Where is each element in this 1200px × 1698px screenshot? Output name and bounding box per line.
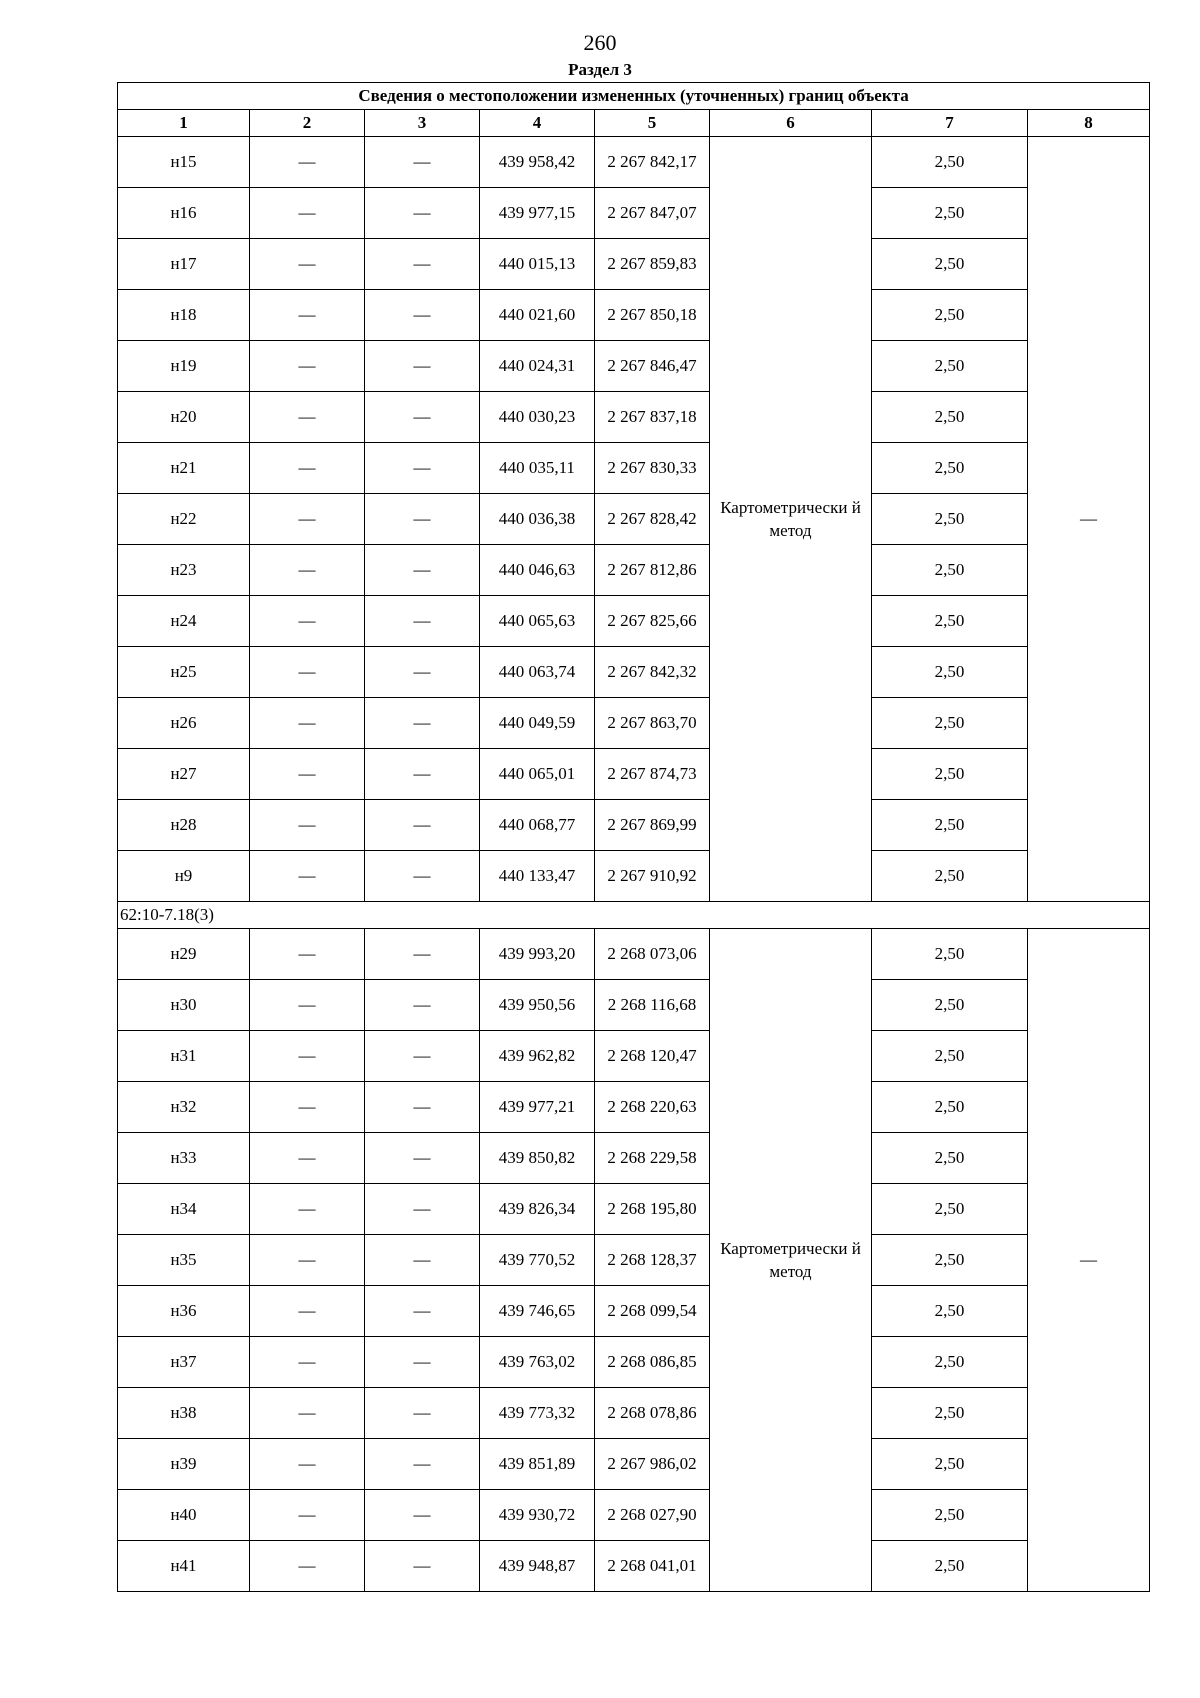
point-name-cell: н41	[118, 1541, 250, 1592]
y-coordinate-cell: 2 268 128,37	[595, 1235, 710, 1286]
x-coordinate-cell: 439 770,52	[480, 1235, 595, 1286]
point-name-cell: н26	[118, 698, 250, 749]
x-coordinate-cell: 439 993,20	[480, 929, 595, 980]
table-row	[118, 188, 1150, 239]
point-name-cell: н25	[118, 647, 250, 698]
column-number-6: 6	[710, 110, 872, 137]
table-row	[118, 1490, 1150, 1541]
column-2-cell: —	[250, 647, 365, 698]
x-coordinate-cell: 440 133,47	[480, 851, 595, 902]
column-3-cell: —	[365, 494, 480, 545]
column-3-cell: —	[365, 1184, 480, 1235]
y-coordinate-cell: 2 268 195,80	[595, 1184, 710, 1235]
point-name-cell: н23	[118, 545, 250, 596]
x-coordinate-cell: 439 962,82	[480, 1031, 595, 1082]
x-coordinate-cell: 439 763,02	[480, 1337, 595, 1388]
column-2-cell: —	[250, 1388, 365, 1439]
table-row	[118, 1337, 1150, 1388]
x-coordinate-cell: 439 773,32	[480, 1388, 595, 1439]
column-3-cell: —	[365, 545, 480, 596]
table-row	[118, 1184, 1150, 1235]
y-coordinate-cell: 2 268 099,54	[595, 1286, 710, 1337]
method-cell: Картометрически й метод	[710, 929, 872, 1592]
column-2-cell: —	[250, 800, 365, 851]
point-name-cell: н16	[118, 188, 250, 239]
x-coordinate-cell: 439 977,15	[480, 188, 595, 239]
accuracy-cell: 2,50	[872, 1388, 1028, 1439]
x-coordinate-cell: 440 021,60	[480, 290, 595, 341]
accuracy-cell: 2,50	[872, 239, 1028, 290]
table-row	[118, 494, 1150, 545]
x-coordinate-cell: 439 950,56	[480, 980, 595, 1031]
column-3-cell: —	[365, 596, 480, 647]
x-coordinate-cell: 440 065,63	[480, 596, 595, 647]
x-coordinate-cell: 439 851,89	[480, 1439, 595, 1490]
x-coordinate-cell: 440 049,59	[480, 698, 595, 749]
column-number-2: 2	[250, 110, 365, 137]
y-coordinate-cell: 2 267 825,66	[595, 596, 710, 647]
column-3-cell: —	[365, 290, 480, 341]
x-coordinate-cell: 440 068,77	[480, 800, 595, 851]
table-caption-row	[118, 83, 1150, 110]
table-caption: Сведения о местоположении измененных (уточненных) границ объекта	[118, 83, 1150, 110]
accuracy-cell: 2,50	[872, 443, 1028, 494]
y-coordinate-cell: 2 268 078,86	[595, 1388, 710, 1439]
table-row	[118, 800, 1150, 851]
x-coordinate-cell: 439 958,42	[480, 137, 595, 188]
column-2-cell: —	[250, 1439, 365, 1490]
column-3-cell: —	[365, 1388, 480, 1439]
accuracy-cell: 2,50	[872, 1337, 1028, 1388]
table-row	[118, 596, 1150, 647]
x-coordinate-cell: 439 746,65	[480, 1286, 595, 1337]
column-2-cell: —	[250, 341, 365, 392]
point-name-cell: н28	[118, 800, 250, 851]
section-title: Раздел 3	[568, 60, 632, 79]
accuracy-cell: 2,50	[872, 851, 1028, 902]
accuracy-cell: 2,50	[872, 137, 1028, 188]
y-coordinate-cell: 2 267 863,70	[595, 698, 710, 749]
column-2-cell: —	[250, 188, 365, 239]
y-coordinate-cell: 2 267 846,47	[595, 341, 710, 392]
group-label: 62:10-7.18(3)	[118, 902, 1150, 929]
table-row	[118, 341, 1150, 392]
accuracy-cell: 2,50	[872, 929, 1028, 980]
table-row	[118, 749, 1150, 800]
point-name-cell: н24	[118, 596, 250, 647]
point-name-cell: н33	[118, 1133, 250, 1184]
y-coordinate-cell: 2 267 869,99	[595, 800, 710, 851]
table-row	[118, 290, 1150, 341]
table-row	[118, 1439, 1150, 1490]
point-name-cell: н32	[118, 1082, 250, 1133]
accuracy-cell: 2,50	[872, 494, 1028, 545]
column-2-cell: —	[250, 851, 365, 902]
x-coordinate-cell: 440 024,31	[480, 341, 595, 392]
point-name-cell: н36	[118, 1286, 250, 1337]
column-3-cell: —	[365, 1133, 480, 1184]
point-name-cell: н34	[118, 1184, 250, 1235]
y-coordinate-cell: 2 267 874,73	[595, 749, 710, 800]
accuracy-cell: 2,50	[872, 341, 1028, 392]
accuracy-cell: 2,50	[872, 749, 1028, 800]
point-name-cell: н39	[118, 1439, 250, 1490]
column-3-cell: —	[365, 392, 480, 443]
column-2-cell: —	[250, 1490, 365, 1541]
column-3-cell: —	[365, 1235, 480, 1286]
accuracy-cell: 2,50	[872, 698, 1028, 749]
table-row	[118, 647, 1150, 698]
column-8-cell: —	[1028, 137, 1150, 902]
y-coordinate-cell: 2 267 850,18	[595, 290, 710, 341]
column-2-cell: —	[250, 1337, 365, 1388]
column-2-cell: —	[250, 929, 365, 980]
accuracy-cell: 2,50	[872, 800, 1028, 851]
column-2-cell: —	[250, 443, 365, 494]
column-2-cell: —	[250, 596, 365, 647]
point-name-cell: н20	[118, 392, 250, 443]
column-number-3: 3	[365, 110, 480, 137]
table-row	[118, 392, 1150, 443]
x-coordinate-cell: 440 065,01	[480, 749, 595, 800]
accuracy-cell: 2,50	[872, 1439, 1028, 1490]
column-3-cell: —	[365, 341, 480, 392]
x-coordinate-cell: 439 930,72	[480, 1490, 595, 1541]
table-row	[118, 1082, 1150, 1133]
point-name-cell: н30	[118, 980, 250, 1031]
column-2-cell: —	[250, 1082, 365, 1133]
method-cell: Картометрически й метод	[710, 137, 872, 902]
point-name-cell: н29	[118, 929, 250, 980]
y-coordinate-cell: 2 268 027,90	[595, 1490, 710, 1541]
accuracy-cell: 2,50	[872, 1031, 1028, 1082]
column-2-cell: —	[250, 1286, 365, 1337]
column-2-cell: —	[250, 1184, 365, 1235]
page-number: 260	[583, 30, 617, 55]
table-row	[118, 698, 1150, 749]
column-3-cell: —	[365, 1490, 480, 1541]
point-name-cell: н21	[118, 443, 250, 494]
column-2-cell: —	[250, 698, 365, 749]
column-2-cell: —	[250, 980, 365, 1031]
accuracy-cell: 2,50	[872, 596, 1028, 647]
accuracy-cell: 2,50	[872, 392, 1028, 443]
table-row	[118, 980, 1150, 1031]
column-3-cell: —	[365, 1541, 480, 1592]
table-row	[118, 1235, 1150, 1286]
column-3-cell: —	[365, 1286, 480, 1337]
x-coordinate-cell: 440 035,11	[480, 443, 595, 494]
accuracy-cell: 2,50	[872, 1235, 1028, 1286]
accuracy-cell: 2,50	[872, 1286, 1028, 1337]
column-number-5: 5	[595, 110, 710, 137]
table-row	[118, 929, 1150, 980]
y-coordinate-cell: 2 268 220,63	[595, 1082, 710, 1133]
point-name-cell: н38	[118, 1388, 250, 1439]
y-coordinate-cell: 2 267 859,83	[595, 239, 710, 290]
column-2-cell: —	[250, 1031, 365, 1082]
y-coordinate-cell: 2 267 986,02	[595, 1439, 710, 1490]
column-numbers-row	[118, 110, 1150, 137]
boundary-coordinates-table	[117, 82, 1150, 1592]
y-coordinate-cell: 2 268 086,85	[595, 1337, 710, 1388]
column-3-cell: —	[365, 1439, 480, 1490]
x-coordinate-cell: 440 063,74	[480, 647, 595, 698]
point-name-cell: н37	[118, 1337, 250, 1388]
column-2-cell: —	[250, 1541, 365, 1592]
column-2-cell: —	[250, 545, 365, 596]
x-coordinate-cell: 440 030,23	[480, 392, 595, 443]
column-2-cell: —	[250, 137, 365, 188]
column-2-cell: —	[250, 494, 365, 545]
x-coordinate-cell: 439 948,87	[480, 1541, 595, 1592]
y-coordinate-cell: 2 268 116,68	[595, 980, 710, 1031]
column-2-cell: —	[250, 749, 365, 800]
point-name-cell: н31	[118, 1031, 250, 1082]
column-2-cell: —	[250, 290, 365, 341]
y-coordinate-cell: 2 267 842,17	[595, 137, 710, 188]
y-coordinate-cell: 2 267 847,07	[595, 188, 710, 239]
group-label-row	[118, 902, 1150, 929]
accuracy-cell: 2,50	[872, 1541, 1028, 1592]
x-coordinate-cell: 439 850,82	[480, 1133, 595, 1184]
table-row	[118, 443, 1150, 494]
point-name-cell: н17	[118, 239, 250, 290]
column-3-cell: —	[365, 239, 480, 290]
y-coordinate-cell: 2 268 073,06	[595, 929, 710, 980]
table-row	[118, 239, 1150, 290]
x-coordinate-cell: 440 046,63	[480, 545, 595, 596]
table-row	[118, 851, 1150, 902]
column-3-cell: —	[365, 980, 480, 1031]
column-3-cell: —	[365, 698, 480, 749]
column-number-4: 4	[480, 110, 595, 137]
accuracy-cell: 2,50	[872, 1490, 1028, 1541]
point-name-cell: н35	[118, 1235, 250, 1286]
column-3-cell: —	[365, 749, 480, 800]
point-name-cell: н27	[118, 749, 250, 800]
column-3-cell: —	[365, 647, 480, 698]
y-coordinate-cell: 2 267 830,33	[595, 443, 710, 494]
column-3-cell: —	[365, 851, 480, 902]
column-3-cell: —	[365, 929, 480, 980]
column-2-cell: —	[250, 239, 365, 290]
table-row	[118, 1286, 1150, 1337]
point-name-cell: н15	[118, 137, 250, 188]
x-coordinate-cell: 440 015,13	[480, 239, 595, 290]
column-number-8: 8	[1028, 110, 1150, 137]
y-coordinate-cell: 2 267 828,42	[595, 494, 710, 545]
y-coordinate-cell: 2 267 842,32	[595, 647, 710, 698]
table-row	[118, 545, 1150, 596]
column-3-cell: —	[365, 1082, 480, 1133]
y-coordinate-cell: 2 267 837,18	[595, 392, 710, 443]
table-row	[118, 1133, 1150, 1184]
table-row	[118, 1388, 1150, 1439]
x-coordinate-cell: 439 826,34	[480, 1184, 595, 1235]
y-coordinate-cell: 2 268 120,47	[595, 1031, 710, 1082]
point-name-cell: н22	[118, 494, 250, 545]
accuracy-cell: 2,50	[872, 1184, 1028, 1235]
column-2-cell: —	[250, 1133, 365, 1184]
column-3-cell: —	[365, 1031, 480, 1082]
table-row	[118, 1541, 1150, 1592]
y-coordinate-cell: 2 268 041,01	[595, 1541, 710, 1592]
point-name-cell: н9	[118, 851, 250, 902]
column-number-1: 1	[118, 110, 250, 137]
column-3-cell: —	[365, 1337, 480, 1388]
x-coordinate-cell: 440 036,38	[480, 494, 595, 545]
column-3-cell: —	[365, 137, 480, 188]
column-2-cell: —	[250, 392, 365, 443]
point-name-cell: н40	[118, 1490, 250, 1541]
accuracy-cell: 2,50	[872, 980, 1028, 1031]
accuracy-cell: 2,50	[872, 545, 1028, 596]
column-number-7: 7	[872, 110, 1028, 137]
y-coordinate-cell: 2 267 910,92	[595, 851, 710, 902]
column-2-cell: —	[250, 1235, 365, 1286]
table-row	[118, 137, 1150, 188]
x-coordinate-cell: 439 977,21	[480, 1082, 595, 1133]
accuracy-cell: 2,50	[872, 188, 1028, 239]
accuracy-cell: 2,50	[872, 1133, 1028, 1184]
accuracy-cell: 2,50	[872, 1082, 1028, 1133]
column-3-cell: —	[365, 188, 480, 239]
table-row	[118, 1031, 1150, 1082]
table-body	[118, 83, 1150, 1592]
point-name-cell: н19	[118, 341, 250, 392]
column-8-cell: —	[1028, 929, 1150, 1592]
y-coordinate-cell: 2 268 229,58	[595, 1133, 710, 1184]
point-name-cell: н18	[118, 290, 250, 341]
column-3-cell: —	[365, 443, 480, 494]
y-coordinate-cell: 2 267 812,86	[595, 545, 710, 596]
column-3-cell: —	[365, 800, 480, 851]
accuracy-cell: 2,50	[872, 290, 1028, 341]
accuracy-cell: 2,50	[872, 647, 1028, 698]
